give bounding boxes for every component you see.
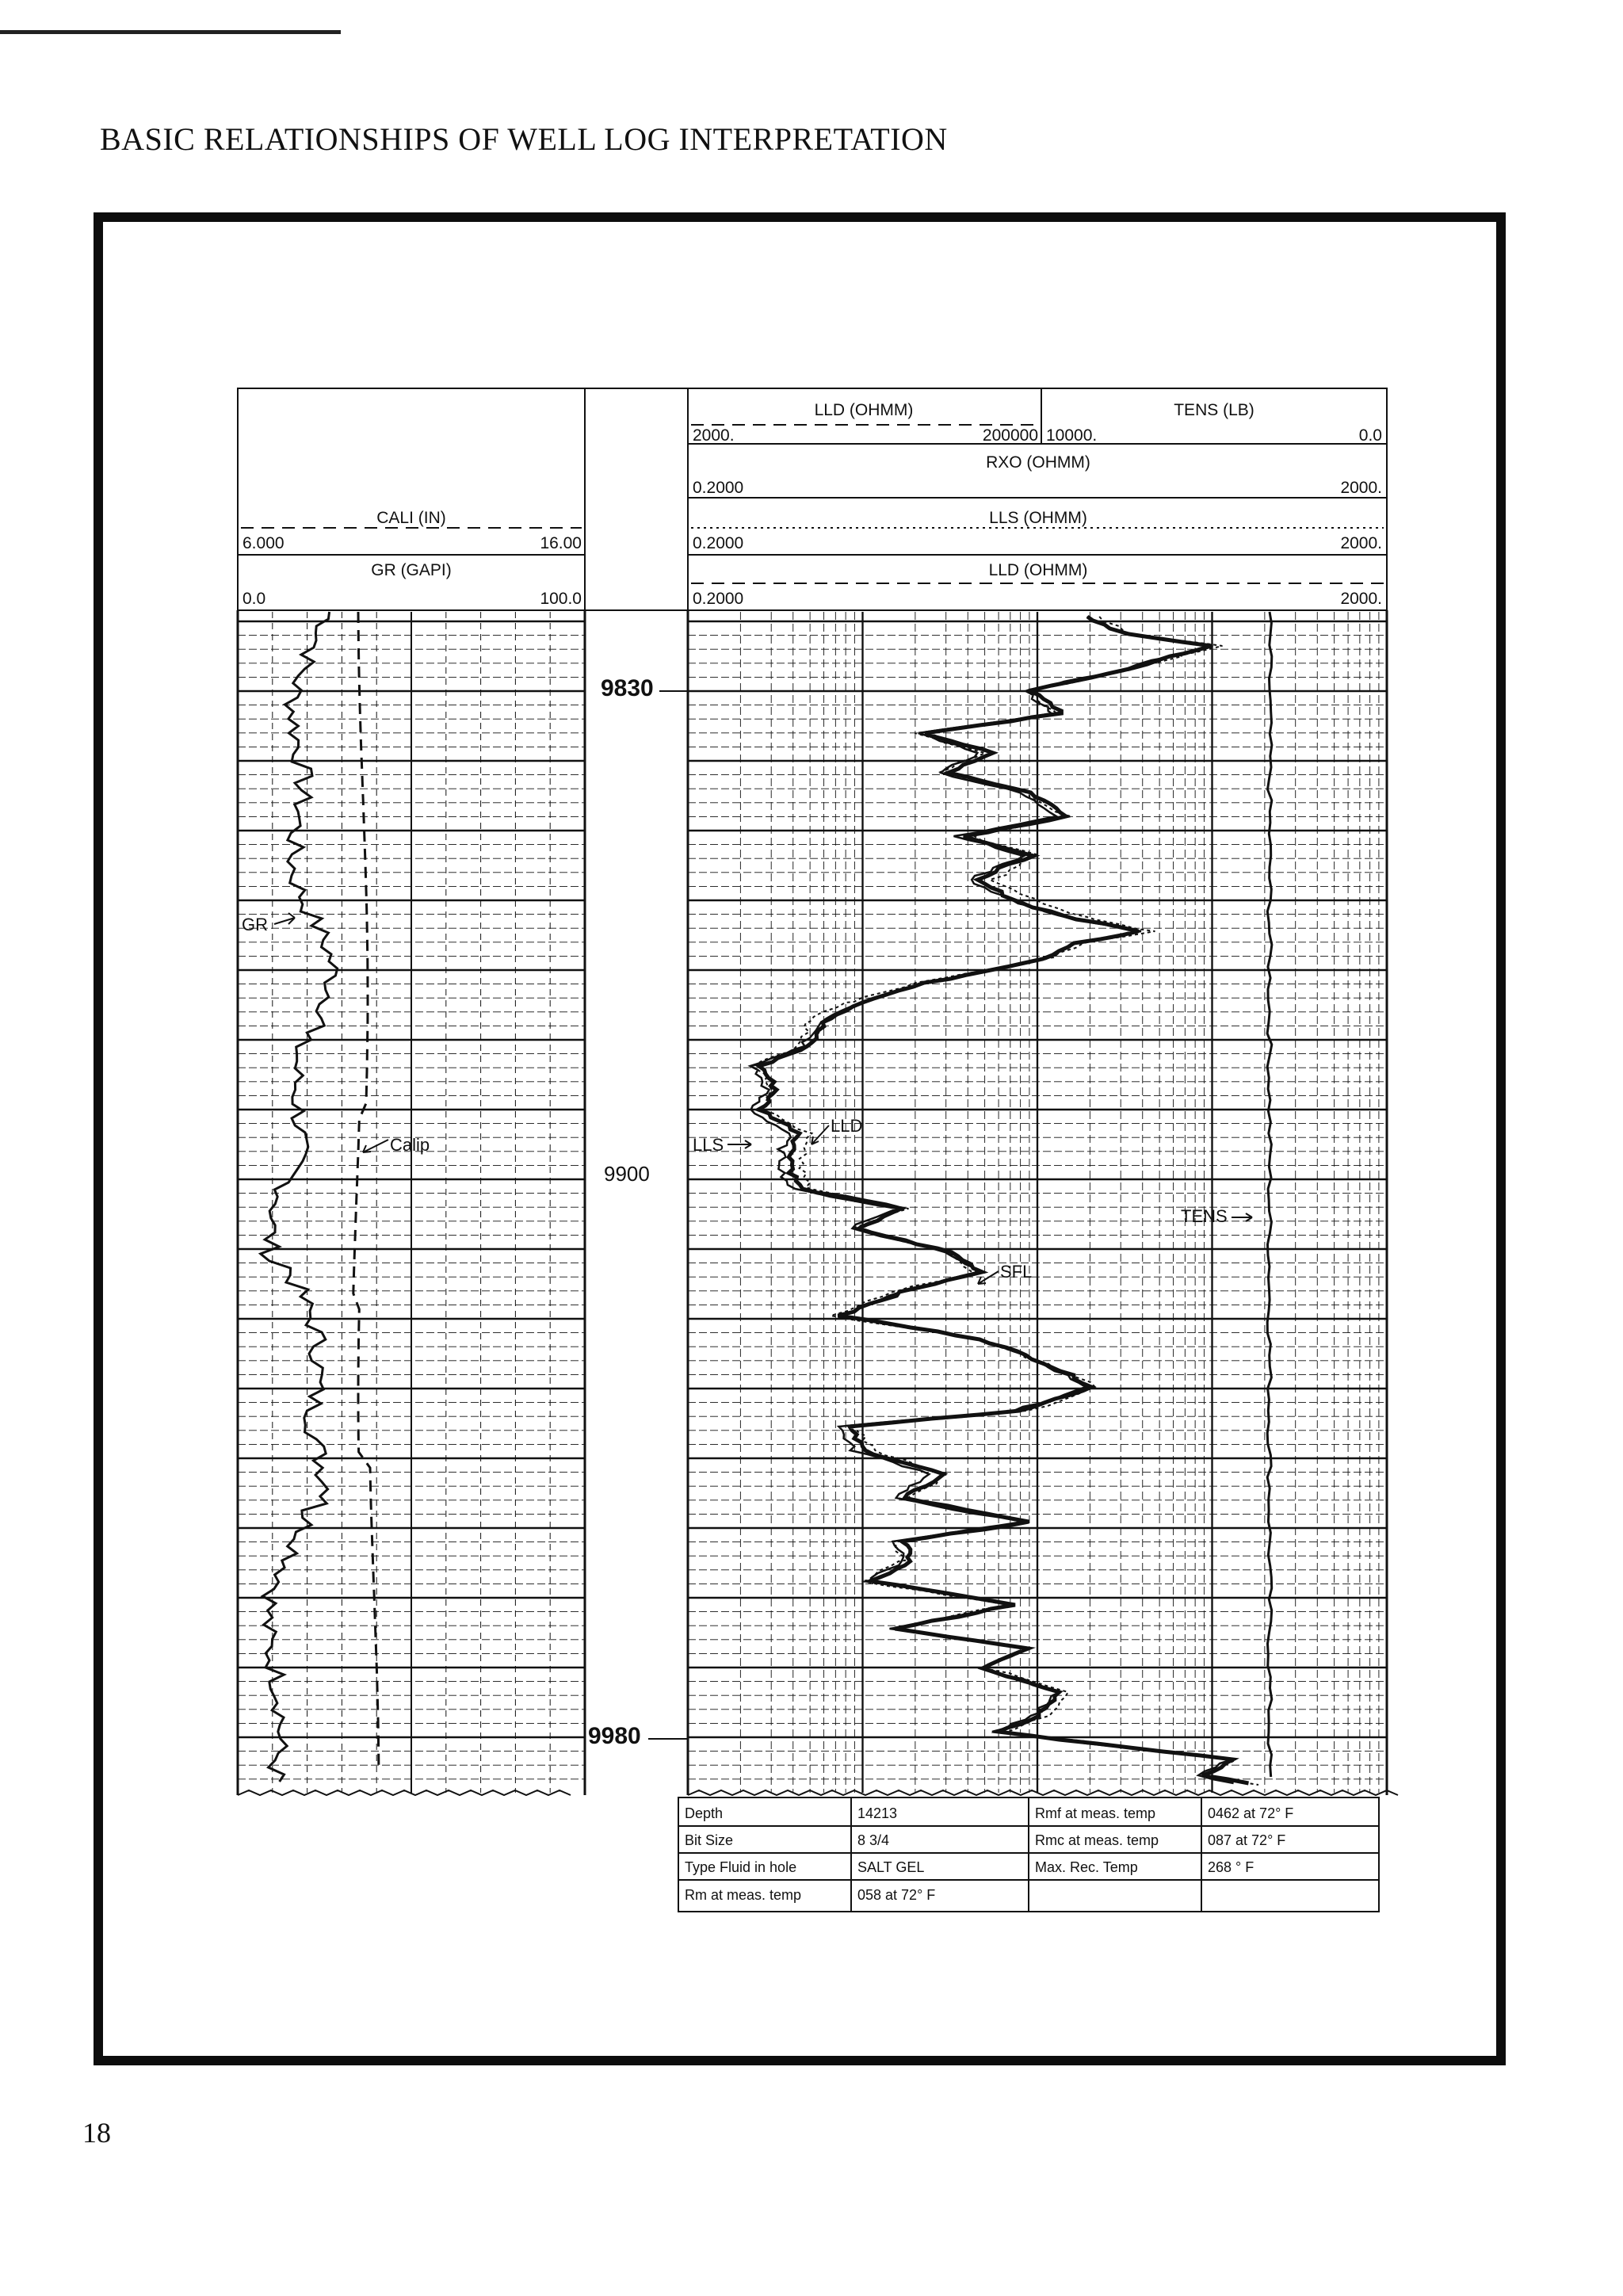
rxo-left: 0.2000	[693, 479, 744, 497]
lls-right: 2000.	[1340, 534, 1382, 552]
tens-curve-label: TENS	[1181, 1206, 1228, 1226]
table-cell: SALT GEL	[857, 1859, 925, 1875]
table-cell: Max. Rec. Temp	[1035, 1859, 1138, 1875]
table-cell: 058 at 72° F	[857, 1887, 936, 1903]
tear-edge-track1	[238, 1790, 571, 1795]
table-cell: 8 3/4	[857, 1832, 890, 1848]
lls-label-arrow	[727, 1140, 751, 1148]
gr-right: 100.0	[540, 590, 582, 608]
sfl-curve-label: SFL	[1000, 1262, 1033, 1282]
lld-left: 0.2000	[693, 590, 744, 608]
table-cell: 087 at 72° F	[1208, 1832, 1286, 1848]
gr-label-arrow	[274, 913, 295, 924]
sfl-curve	[751, 617, 1258, 1785]
cali-right: 16.00	[540, 534, 582, 552]
lld-top-right: 200000	[982, 426, 1038, 445]
table-cell: Depth	[685, 1805, 724, 1821]
lld-top-name: LLD (OHMM)	[814, 401, 914, 419]
running-head: BASIC RELATIONSHIPS OF WELL LOG INTERPRETATION	[100, 121, 948, 157]
table-cell: Bit Size	[685, 1832, 734, 1848]
tens-name: TENS (LB)	[1174, 401, 1254, 419]
table-cell: Rm at meas. temp	[685, 1887, 802, 1903]
lls-left: 0.2000	[693, 534, 744, 552]
cali-label-arrow	[363, 1140, 388, 1152]
tens-right: 0.0	[1358, 426, 1382, 445]
depth-label-9980: 9980	[588, 1723, 641, 1749]
page-number: 18	[82, 2117, 111, 2149]
table-cell: Type Fluid in hole	[685, 1859, 797, 1875]
depth-label-9830: 9830	[601, 675, 654, 701]
tear-edge-track23	[688, 1790, 1398, 1795]
lld-name: LLD (OHMM)	[988, 561, 1088, 579]
lls-curve-label: LLS	[693, 1135, 724, 1155]
table-cell: 14213	[857, 1805, 898, 1821]
table-cell: 0462 at 72° F	[1208, 1805, 1294, 1821]
parameter-table-text	[685, 1805, 1293, 1903]
gr-left: 0.0	[242, 590, 266, 608]
gr-name: GR (GAPI)	[371, 561, 452, 579]
cali-curve-label: Calip	[390, 1135, 430, 1155]
cali-left: 6.000	[242, 534, 285, 552]
lld-label-arrow	[812, 1125, 829, 1144]
rxo-name: RXO (OHMM)	[986, 453, 1090, 472]
gr-curve	[261, 612, 338, 1782]
lld-curve-label: LLD	[831, 1116, 863, 1136]
log-header-dashes	[241, 425, 1384, 583]
table-cell: Rmf at meas. temp	[1035, 1805, 1156, 1821]
table-cell: 268 ° F	[1208, 1859, 1254, 1875]
tension-curve	[1267, 612, 1272, 1777]
track23-grid	[688, 612, 1387, 1793]
caliper-curve	[353, 612, 379, 1769]
cali-name: CALI (IN)	[376, 509, 446, 527]
rxo-right: 2000.	[1340, 479, 1382, 497]
lls-name: LLS (OHMM)	[989, 509, 1087, 527]
table-cell: Rmc at meas. temp	[1035, 1832, 1159, 1848]
lld-right: 2000.	[1340, 590, 1382, 608]
lld-curve	[758, 617, 1249, 1783]
tens-left: 10000.	[1046, 426, 1098, 445]
gr-curve-label: GR	[242, 915, 268, 934]
tens-label-arrow	[1232, 1213, 1252, 1221]
depth-label-9900: 9900	[604, 1162, 650, 1186]
track1-grid	[238, 612, 585, 1793]
track-borders	[238, 610, 1387, 1795]
lld-top-left: 2000.	[693, 426, 735, 445]
